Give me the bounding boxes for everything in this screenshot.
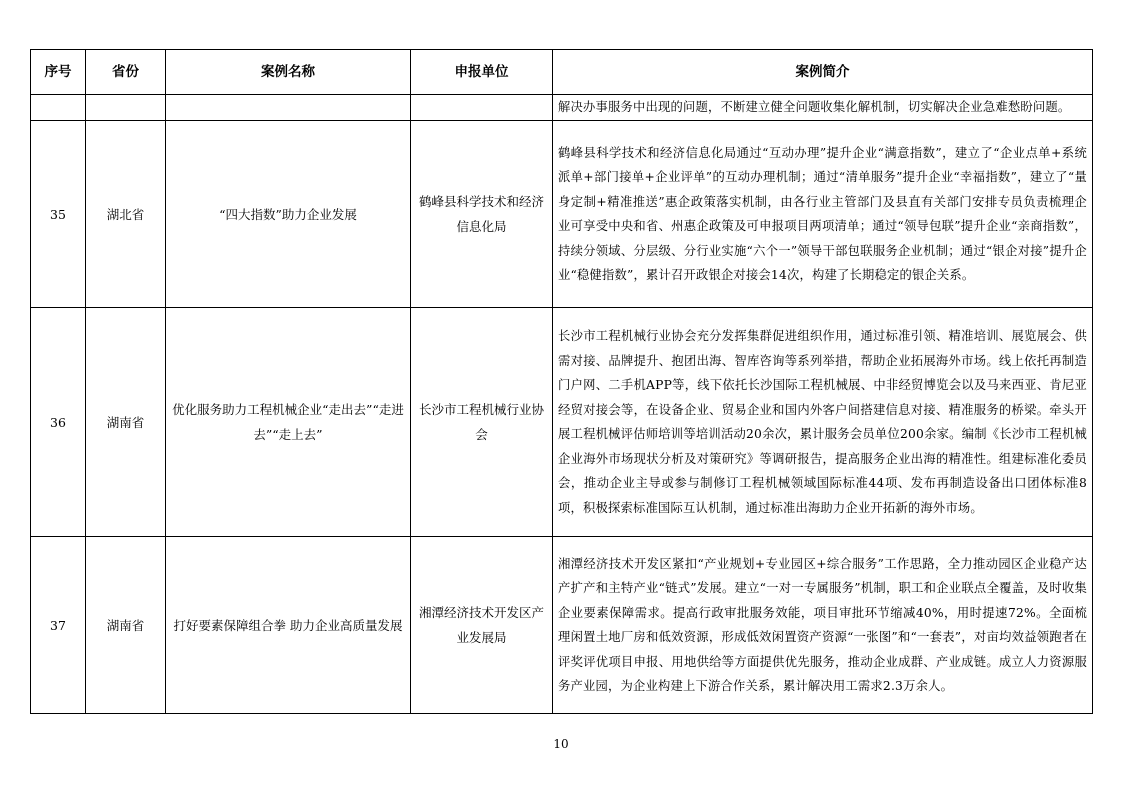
cell-case-name: 打好要素保障组合拳 助力企业高质量发展 [166,537,411,714]
cell-intro: 长沙市工程机械行业协会充分发挥集群促进组织作用，通过标准引领、精准培训、展览展会、供需对接、品牌提升、抱团出海、智库咨询等系列举措，帮助企业拓展海外市场。线上依托再制造门户网、二手机APP等，线下依托长沙国际工程机械展、中非经贸博览会以及马来西亚、肯尼亚经贸对接会等，在设备企业、贸易企业和国内外客户间搭建信息对接、精准服务的桥梁。牵头开展工程机械评估师培训等培训活动20余次，累计服务会员单位200余家。编制《长沙市工程机械企业海外市场现状分析及对策研究》等调研报告，提高服务企业出海的精准性。组建标准化委员会，推动企业主导或参与制修订工程机械领域国际标准44项、发布再制造设备出口团体标准8项，积极探索标准国际互认机制，通过标准出海助力企业开拓新的海外市场。 [553,308,1093,537]
table-header-row [31,50,1093,95]
header-province: 省份 [86,50,166,95]
cell-unit: 长沙市工程机械行业协会 [411,308,553,537]
header-unit: 申报单位 [411,50,553,95]
case-table [30,49,1093,714]
cell-unit: 鹤峰县科学技术和经济信息化局 [411,121,553,308]
header-case-name: 案例名称 [166,50,411,95]
table-row [31,121,1093,308]
cell-province: 湖南省 [86,308,166,537]
cell-intro: 鹤峰县科学技术和经济信息化局通过“互动办理”提升企业“满意指数”，建立了“企业点单+系统派单+部门接单+企业评单”的互动办理机制；通过“清单服务”提升企业“幸福指数”，建立了“量身定制+精准推送”惠企政策落实机制，由各行业主管部门及县直有关部门安排专员负责梳理企业可享受中央和省、州惠企政策及可申报项目两项清单；通过“领导包联”提升企业“亲商指数”，持续分领域、分层级、分行业实施“六个一”领导干部包联服务企业机制；通过“银企对接”提升企业“稳健指数”，累计召开政银企对接会14次，构建了长期稳定的银企关系。 [553,121,1093,308]
cell-unit [411,95,553,121]
header-intro: 案例简介 [553,50,1093,95]
table-row [31,537,1093,714]
table-row-continuation [31,95,1093,121]
table-row [31,308,1093,537]
cell-case-name: “四大指数”助力企业发展 [166,121,411,308]
cell-number [31,95,86,121]
cell-province [86,95,166,121]
header-number: 序号 [31,50,86,95]
cell-intro: 解决办事服务中出现的问题，不断建立健全问题收集化解机制，切实解决企业急难愁盼问题。 [553,95,1093,121]
cell-province: 湖北省 [86,121,166,308]
page-number: 10 [553,737,569,751]
cell-number: 35 [31,121,86,308]
cell-province: 湖南省 [86,537,166,714]
cell-intro: 湘潭经济技术开发区紧扣“产业规划+专业园区+综合服务”工作思路，全力推动园区企业稳产达产扩产和主特产业“链式”发展。建立“一对一专属服务”机制，职工和企业联点全覆盖，及时收集企业要素保障需求。提高行政审批服务效能，项目审批环节缩减40%，用时提速72%。全面梳理闲置土地厂房和低效资源，形成低效闲置资产资源“一张图”和“一套表”，对亩均效益领跑者在评奖评优项目申报、用地供给等方面提供优先服务，推动企业成群、产业成链。成立人力资源服务产业园，为企业构建上下游合作关系，累计解决用工需求2.3万余人。 [553,537,1093,714]
cell-unit: 湘潭经济技术开发区产业发展局 [411,537,553,714]
cell-number: 36 [31,308,86,537]
cell-case-name [166,95,411,121]
cell-case-name: 优化服务助力工程机械企业“走出去”“走进去”“走上去” [166,308,411,537]
cell-number: 37 [31,537,86,714]
